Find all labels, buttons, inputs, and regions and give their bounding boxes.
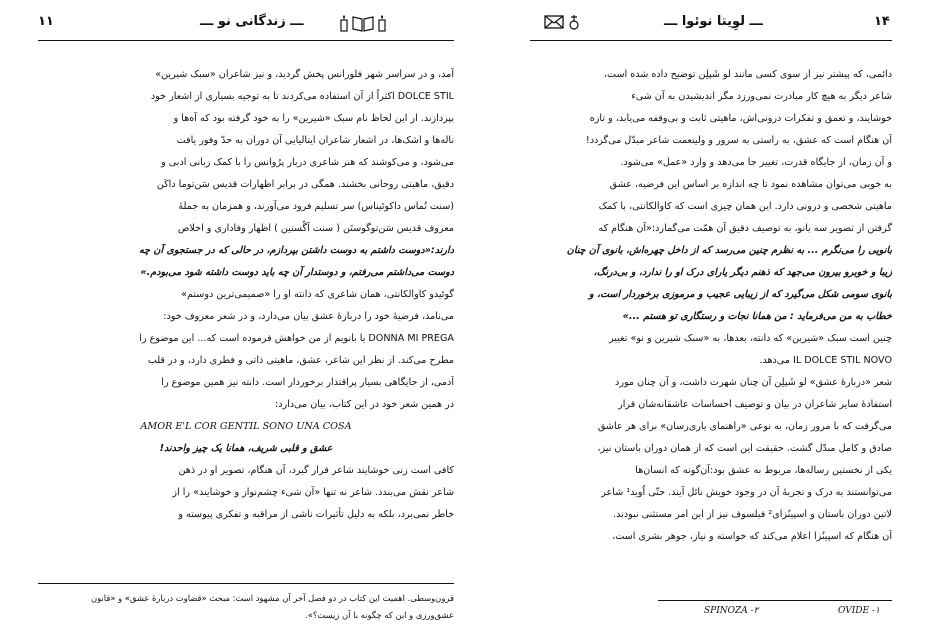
running-title: ـــ زندگانی نو ـــ	[200, 14, 304, 29]
latin-verse: AMOR E'L COR GENTIL SONO UNA COSA	[140, 421, 352, 432]
text-line: گوئیدو کاوالکانتی، همان شاعری که دانته او را «صمیمی‌ترین دوستم»	[181, 289, 454, 300]
text-line: می‌نامد، فرضیهٔ خود را دربارهٔ عشق بیان می‌دارد، و در شعر معروف خود:	[163, 311, 454, 322]
text-line: می‌گرفت که با مرور زمان، به نوعی «راهنمای یاری‌رسان» برای هر عاشق	[597, 421, 892, 432]
footnote-rule	[38, 583, 454, 584]
text-line: و آن زمان، از جایگاه قدرت، تغییر جا می‌دهد و وارد «عمل» می‌شود.	[620, 157, 892, 168]
text-line: کافی است زنی خوشایند شاعر قرار گیرد، آن هنگام، تصویر او در ذهن	[178, 465, 454, 476]
text-line: در همین شعر خود در این کتاب، بیان می‌دارد:	[274, 399, 454, 410]
body-text	[38, 64, 454, 526]
text-line: چنین است سبک «شیرین» که دانته، بعدها، به «سبک شیرین و نو» تغییر	[609, 333, 892, 344]
text-line: شاعر دیگر به هیچ کار مبادرت نمی‌ورزد مگر اندیشیدن به آن شیء	[631, 91, 892, 102]
text-line: IL DOLCE STIL NOVO می‌دهد.	[759, 355, 892, 366]
footnotes	[38, 590, 454, 624]
page-number: ۱۱	[38, 14, 54, 29]
text-line: شاعر نقش می‌بندد. شاعر نه تنها «آن شیء چشم‌نواز و خوشایند» را از	[172, 487, 454, 498]
text-line: خطاب به من می‌فرماید : من همانا نجات و رستگاری تو هستم ...»	[622, 311, 892, 322]
footnote-spinoza: SPINOZA -۲	[704, 606, 759, 616]
running-header	[0, 14, 468, 36]
text-line: آن هنگام است که عشق، به راستی به سرور و ولینعمت شاعر مبدّل می‌گردد!	[585, 135, 892, 146]
text-line: مطرح می‌کند. از نظر این شاعر، عشق، ماهیتی ذاتی و فطری دارد، و در قلب	[147, 355, 454, 366]
right-page	[468, 0, 936, 632]
text-line: آن هنگام که اسپینُزا اعلام می‌کند که خواسته و نیاز، جوهر بشری است،	[612, 531, 892, 542]
text-line: صادق و کامل مبدّل گشت. حقیقت این است که از همان دوران باستان نیز،	[597, 443, 892, 454]
text-line: معروف قدیس سَن‌توگوستَن ( سنت آگُستین ) اظهار وفاداری و اخلاص	[177, 223, 454, 234]
text-line: بپردازند. از این لحاظ نام سبک «شیرین» را به خود گرفته بود که آه‌ها و	[173, 113, 454, 124]
candle-icon	[338, 14, 350, 36]
page-number: ۱۴	[874, 14, 890, 29]
text-line: یکی از نخستین رساله‌ها، مربوط به عشق بود:آن‌گونه که انسان‌ها	[635, 465, 892, 476]
text-line: خاطر نمی‌برد، بلکه به دلیل تأثیرات ناشی از مراقبه و تفکری پیوسته و	[178, 509, 454, 520]
text-line: استفادهٔ سایر شاعران در بیان و توصیف احساسات عاشقانه‌شان قرار	[618, 399, 892, 410]
seal-icon	[568, 14, 580, 36]
text-line: دوست می‌داشتم می‌رفتم، و دوستدار آن چه باید دوست داشته شود می‌بودم.»	[140, 267, 454, 278]
running-title: ـــ لوِیتا نوئوا ـــ	[664, 14, 763, 29]
text-line: دقیق، ماهیتی روحانی بخشند. همگی در برابر اظهارات قدیس سَن‌توما داکَن	[156, 179, 454, 190]
candle-icon	[376, 14, 388, 36]
text-line: ماهیتی شخصی و درونی دارد. این همان چیزی است که کاوالکانتی، با کمک	[598, 201, 892, 212]
text-line: لاتین دوران باستان و اسپینُزای² فیلسوف نیز از این امر مستثنی نبودند.	[613, 509, 892, 520]
text-line: دائمی، که پیشتر نیز از سوی کسی مانند لو شَپلِن توضیح داده شده است،	[603, 69, 892, 80]
footnote-ovide: OVIDE -۱	[838, 606, 880, 616]
text-line: زیبا و خوبرو بیرون می‌جهد که ذهنم دیگر یارای درک او را ندارد، و بی‌درنگ،	[593, 267, 892, 278]
header-rule	[38, 40, 454, 41]
open-book-icon	[352, 14, 374, 36]
footnote-rule	[658, 600, 892, 601]
text-line: بانوی سومی شکل می‌گیرد که از زیبایی عجیب و مرموزی برخوردار است، و	[589, 289, 892, 300]
verse-translation: عشق و قلبی شریف، همانا یک چیز واحدند!	[159, 443, 333, 454]
text-line: ناله‌ها و اشک‌ها، در اشعار شاعران ایتالیایی آن دوران به حدّ وفور یافت	[176, 135, 454, 146]
text-line: (سنت تُماس داکوئیناس) سر تسلیم فرود می‌آورند، و همزمان به جملهٔ	[178, 201, 454, 212]
text-line: بانویی را می‌نگرم ... به نظرم چنین می‌رسد که از داخل چهره‌اش، بانوی آن چنان	[566, 245, 892, 256]
text-line: خوشایند، و تعمق و تفکرات درونی‌اش، ماهیتی ثابت و بی‌وقفه می‌یابد، و تازه	[589, 113, 892, 124]
text-line: گرفتن از تصویر سه بانو، به توصیف دقیق آن همّت می‌گمارد:«آن هنگام که	[598, 223, 892, 234]
footnote-line: قرون‌وسطی. اهمیت این کتاب در دو فصل آخر آن مشهود است: مبحث «قضاوت دربارهٔ عشق» و «قانون	[90, 593, 454, 603]
text-line: آدمی، از جایگاهی بسیار پراقتدار برخوردار است. دانته نیز همین موضوع را	[161, 377, 454, 388]
header-rule	[530, 40, 892, 41]
footnote-line: عشق‌ورزی و این که چگونه با آن زیست؟».	[305, 610, 454, 620]
text-line: DONNA MI PREGA یا بانویم از من خواهش فرموده است که... این موضوع را	[139, 333, 454, 344]
text-line: می‌شود، و می‌کوشند که هنر شاعری دربار پرُوانس را با کمک زبانی ادبی و	[161, 157, 454, 168]
body-text	[530, 64, 892, 548]
text-line: DOLCE STIL اکثراً از آن استفاده می‌کردند تا به توجیه بسیاری از اشعار خود	[150, 91, 454, 102]
text-line: به خوبی می‌توان مشاهده نمود تا چه اندازه بر اساس این فرضیه، عشق	[609, 179, 892, 190]
running-header	[468, 14, 936, 36]
text-line: شعر «دربارهٔ عشق» لو شَپلِن آن چنان شهرت داشت، و آن چنان مورد	[615, 377, 892, 388]
text-line: دارند:«دوست داشتم به دوست داشتن بپردازم، در حالی که در جستجوی آن چه	[139, 245, 454, 256]
envelope-icon	[544, 14, 564, 34]
text-line: آمد، و در سراسر شهر فلورانس پخش گردید، و نیز شاعران «سبک شیرین»	[155, 69, 454, 80]
text-line: می‌توانستند به درک و تجربهٔ آن در وجود خویش نائل آیند. حتّی اُوید¹ شاعر	[601, 487, 892, 498]
